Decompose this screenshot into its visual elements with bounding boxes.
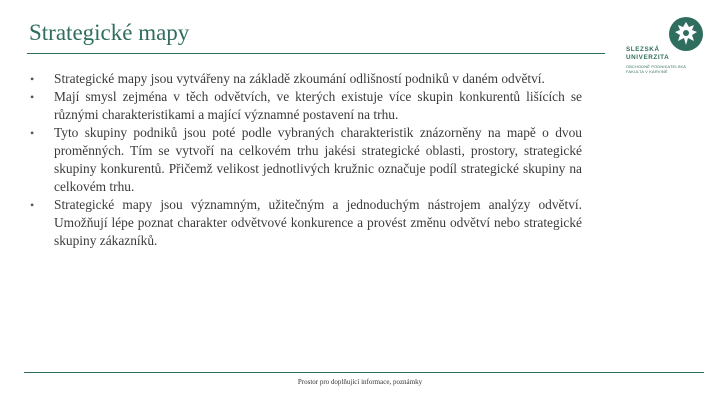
university-logo [624,16,714,96]
logo-name [626,46,686,61]
footer-note: Prostor pro doplňující informace, poznámky [297,378,423,386]
logo-name-line-1: SLEZSKÁ [626,46,660,53]
slide-title: Strategické mapy [29,20,190,45]
bullet-text: Strategické mapy jsou vytvářeny na základě zkoumání odlišností podniků v daném odvětví. [54,71,545,86]
logo-sub-line-1: OBCHODNĚ PODNIKATELSKÁ [626,64,687,69]
logo-subtitle [626,65,704,74]
bullet-icon: • [30,72,35,86]
bullet-text: Mají smysl zejména v těch odvětvích, ve kterých existuje více skupin konkurentů lišících se různými charakteristikami a mající významné postavení na trhu. [54,89,582,122]
list-item [30,124,582,196]
logo-sub-line-2: FAKULTA V KARVINÉ [626,68,668,74]
title-divider [27,53,605,54]
bullet-icon: • [30,126,35,140]
bullet-icon: • [30,90,35,104]
list-item [30,196,582,250]
bullet-text: Strategické mapy jsou významným, užitečným a jednoduchým nástrojem analýzy odvětví. Umožňují lépe poznat charakter odvětvové konkurence a provést změnu odvětví nebo strategické skupiny zákazníků. [54,197,582,248]
footer-divider [24,372,704,373]
bullet-list [30,70,582,250]
list-item [30,70,582,88]
list-item [30,88,582,124]
bullet-icon: • [30,198,35,212]
logo-name-line-2: UNIVERZITA [626,53,670,61]
bullet-text: Tyto skupiny podniků jsou poté podle vybraných charakteristik znázorněny na mapě o dvou proměnných. Tím se vytvoří na celkovém trhu jakési strategické oblasti, prostory, strategické skupiny konkurentů. Přičemž velikost jednotlivých kružnic označuje podíl strategické skupiny na celkovém trhu. [54,125,582,194]
